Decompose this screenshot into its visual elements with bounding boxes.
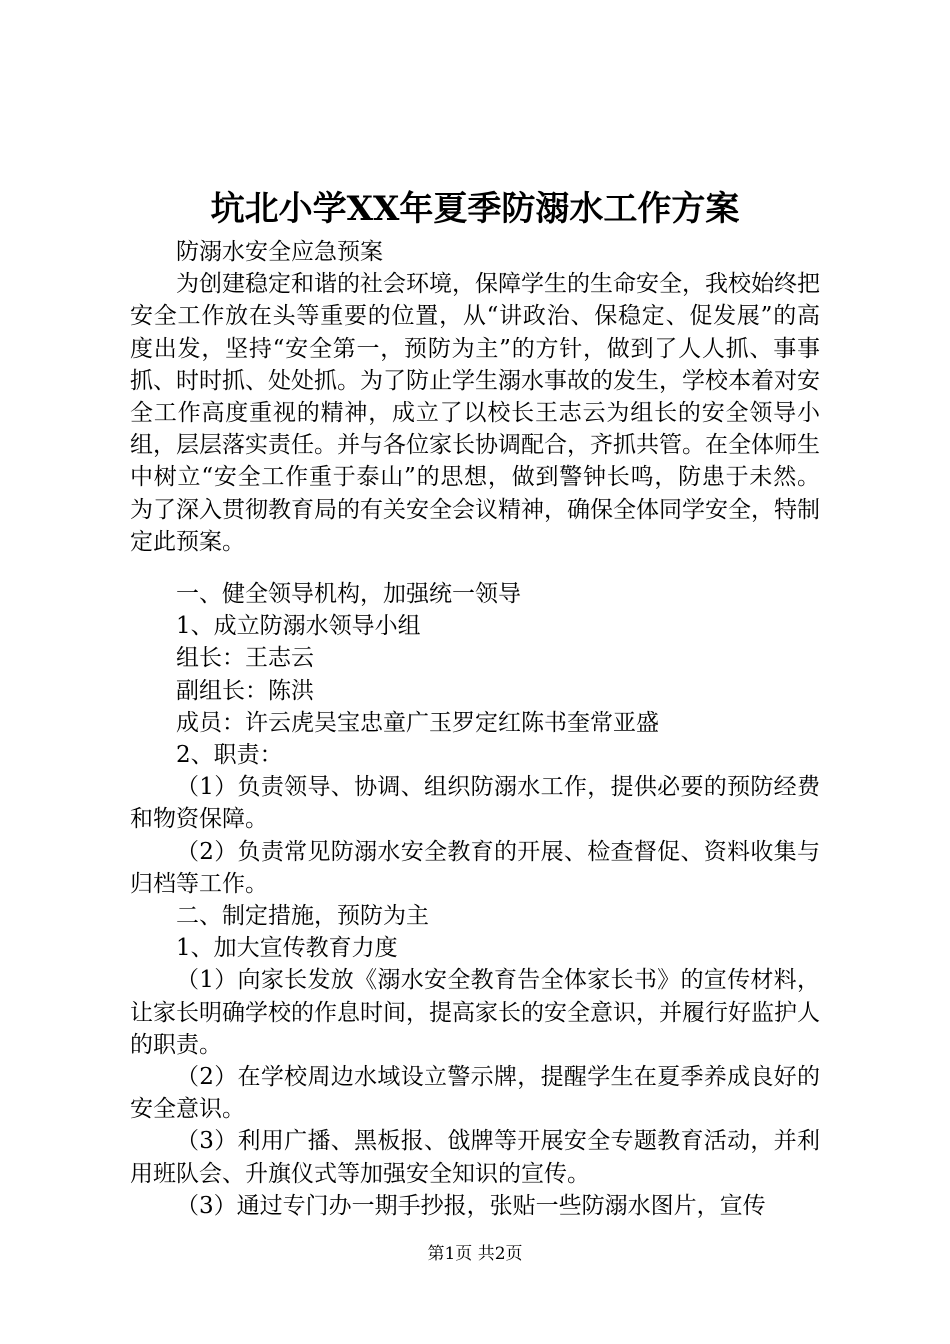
subsection-heading: 1、加大宣传教育力度 — [176, 935, 398, 962]
team-members: 成员：许云虎吴宝忠童广玉罗定红陈书奎常亚盛 — [176, 709, 659, 736]
document-title: 坑北小学XX年夏季防溺水工作方案 — [210, 189, 740, 229]
team-leader: 组长：王志云 — [176, 645, 314, 672]
paragraph-subtitle: 防溺水安全应急预案 — [176, 239, 383, 265]
team-deputy: 副组长：陈洪 — [176, 677, 314, 704]
list-item: （1）负责领导、协调、组织防溺水工作，提供必要的预防经费和物资保障。 — [130, 774, 820, 833]
subsection-heading: 2、职责： — [176, 742, 283, 769]
list-item: （2）在学校周边水域设立警示牌，提醒学生在夏季养成良好的安全意识。 — [130, 1064, 820, 1123]
subsection-heading: 1、成立防溺水领导小组 — [176, 613, 421, 640]
list-item: （1）向家长发放《溺水安全教育告全体家长书》的宣传材料，让家长明确学校的作息时间，提高家长的安全意识，并履行好监护人的职责。 — [130, 967, 820, 1058]
section-heading-2: 二、制定措施，预防为主 — [176, 903, 429, 930]
document-body — [130, 236, 820, 1222]
paragraph-intro: 为创建稳定和谐的社会环境，保障学生的生命安全，我校始终把安全工作放在头等重要的位置，从“讲政治、保稳定、促发展”的高度出发，坚持“安全第一，预防为主”的方针，做到了人人抓、事事抓、时时抓、处处抓。为了防止学生溺水事故的发生，学校本着对安全工作高度重视的精神，成立了以校长王志云为组长的安全领导小组，层层落实责任。并与各位家长协调配合，齐抓共管。在全体师生中树立“安全工作重于泰山”的思想，做到警钟长鸣，防患于未然。为了深入贯彻教育局的有关安全会议精神，确保全体同学安全，特制定此预案。 — [130, 271, 820, 555]
section-heading-1: 一、健全领导机构，加强统一领导 — [176, 581, 521, 608]
list-item: （3）利用广播、黑板报、戗牌等开展安全专题教育活动，并利用班队会、升旗仪式等加强安全知识的宣传。 — [130, 1128, 820, 1187]
list-item: （2）负责常见防溺水安全教育的开展、检查督促、资料收集与归档等工作。 — [130, 838, 820, 897]
page-number: 第1页 共2页 — [427, 1244, 523, 1264]
paragraph-gap — [130, 558, 820, 578]
list-item: （3）通过专门办一期手抄报，张贴一些防溺水图片，宣传 — [176, 1192, 766, 1219]
